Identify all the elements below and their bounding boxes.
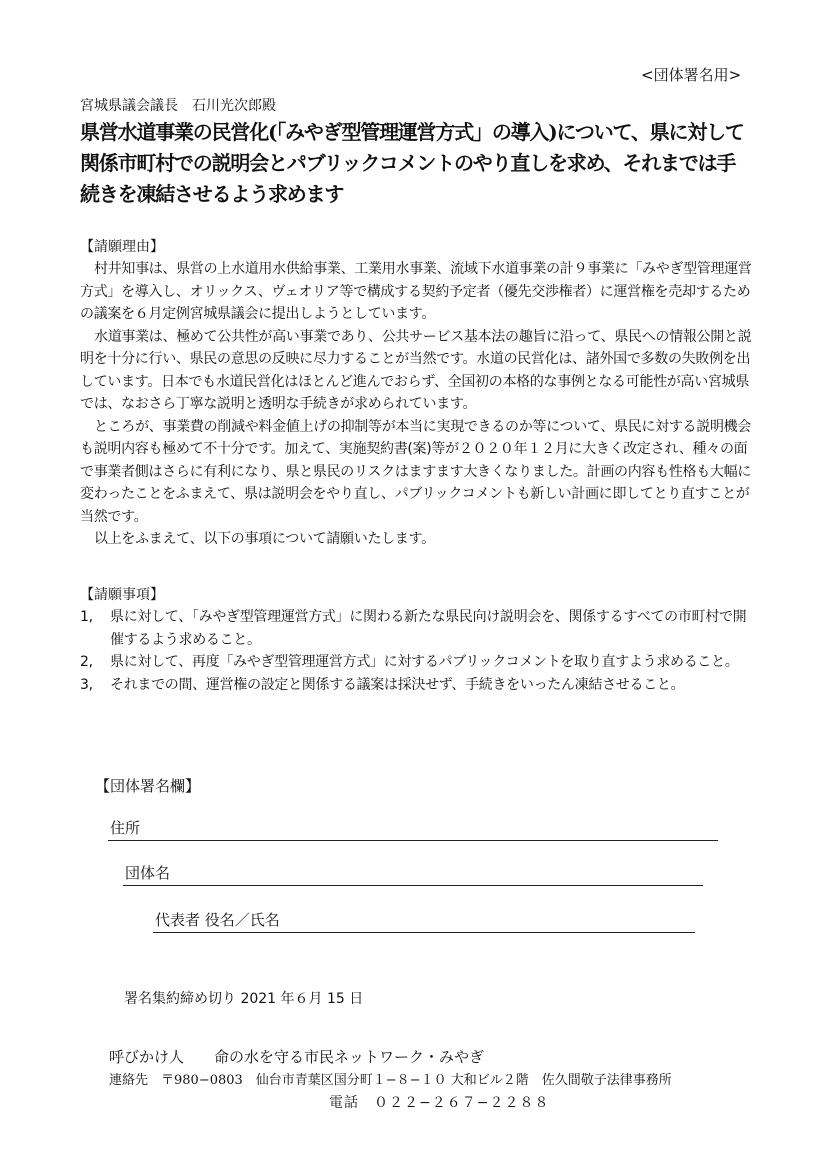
request-number: 2,: [80, 654, 93, 670]
contact-address: 連絡先 〒980−0803 仙台市青葉区国分町１−８−１０ 大和ビル２階 佐久間敬子法律事務所: [109, 1073, 672, 1088]
request-text: 県に対して、再度「みやぎ型管理運営方式」に対するパブリックコメントを取り直すよう求めること。: [110, 654, 739, 670]
requests-list: [80, 606, 752, 696]
signature-deadline: 署名集約締め切り 2021 年６月 15 日: [124, 991, 364, 1007]
request-item-1: [80, 606, 752, 651]
petition-title: 県営水道事業の民営化(「みやぎ型管理運営方式」の導入)について、県に対して関係市町村での説明会とパブリックコメントのやり直しを求め、それまでは手続きを凍結させるよう求めます: [80, 120, 744, 206]
request-number: 3,: [80, 676, 93, 693]
document-type-tag: <団体署名用>: [641, 66, 742, 84]
request-text: 県に対して、「みやぎ型管理運営方式」に関わる新たな県民向け説明会を、関係するすべての市町村で開催するよう求めること。: [110, 609, 747, 648]
addressee: 宮城県議会議長 石川光次郎殿: [80, 98, 276, 114]
reason-paragraph-1: 村井知事は、県営の上水道用水供給事業、工業用水事業、流域下水道事業の計９事業に「みやぎ型管理運営方式」を導入し、オリックス、ヴェオリア等で構成する契約予定者（優先交渉権者）に運営権を売却するための議案を６月定例宮城県議会に提出しようとしています。: [80, 261, 752, 322]
request-number: 1,: [80, 609, 93, 625]
reason-body: [80, 258, 752, 551]
request-text: それまでの間、運営権の設定と関係する議案は採決せず、手続きをいったん凍結させること。: [110, 676, 685, 693]
address-field[interactable]: [108, 818, 718, 841]
group-name-field[interactable]: [123, 863, 703, 886]
signature-heading: 【団体署名欄】: [95, 777, 201, 795]
representative-field[interactable]: [153, 910, 695, 933]
reason-paragraph-2: 水道事業は、極めて公共性が高い事業であり、公共サービス基本法の趣旨に沿って、県民への情報公開と説明を十分に行い、県民の意思の反映に尽力することが当然です。水道の民営化は、諸外国で多数の失敗例を出しています。日本でも水道民営化はほとんど進んでおらず、全国初の本格的な事例となる可能性が高い宮城県では、なおさら丁寧な説明と透明な手続きが求められています。: [80, 328, 752, 412]
representative-label: 代表者 役名／氏名: [155, 911, 280, 929]
requests-heading: 【請願事項】: [80, 587, 164, 603]
request-item-3: [80, 674, 752, 697]
contact-phone: 電話 ０２２−２６７−２２８８: [329, 1095, 550, 1111]
group-name-label: 団体名: [125, 864, 171, 882]
reason-paragraph-4: 以上をふまえて、以下の事項について請願いたします。: [94, 531, 435, 547]
request-item-2: [80, 651, 752, 674]
reason-heading: 【請願理由】: [80, 239, 164, 255]
reason-paragraph-3: ところが、事業費の削減や料金値上げの抑制等が本当に実現できるのか等について、県民に対する説明機会も説明内容も極めて不十分です。加えて、実施契約書(案)等が２０２０年１２月に大きく改定され、種々の面で事業者側はさらに有利になり、県と県民のリスクはますます大きくなりました。計画の内容も性格も大幅に変わったことをふまえて、県は説明会をやり直し、パブリックコメントも新しい計画に即してとり直すことが当然です。: [80, 418, 752, 525]
address-label: 住所: [110, 819, 141, 837]
organizer: 呼びかけ人 命の水を守る市民ネットワーク・みやぎ: [109, 1048, 485, 1066]
